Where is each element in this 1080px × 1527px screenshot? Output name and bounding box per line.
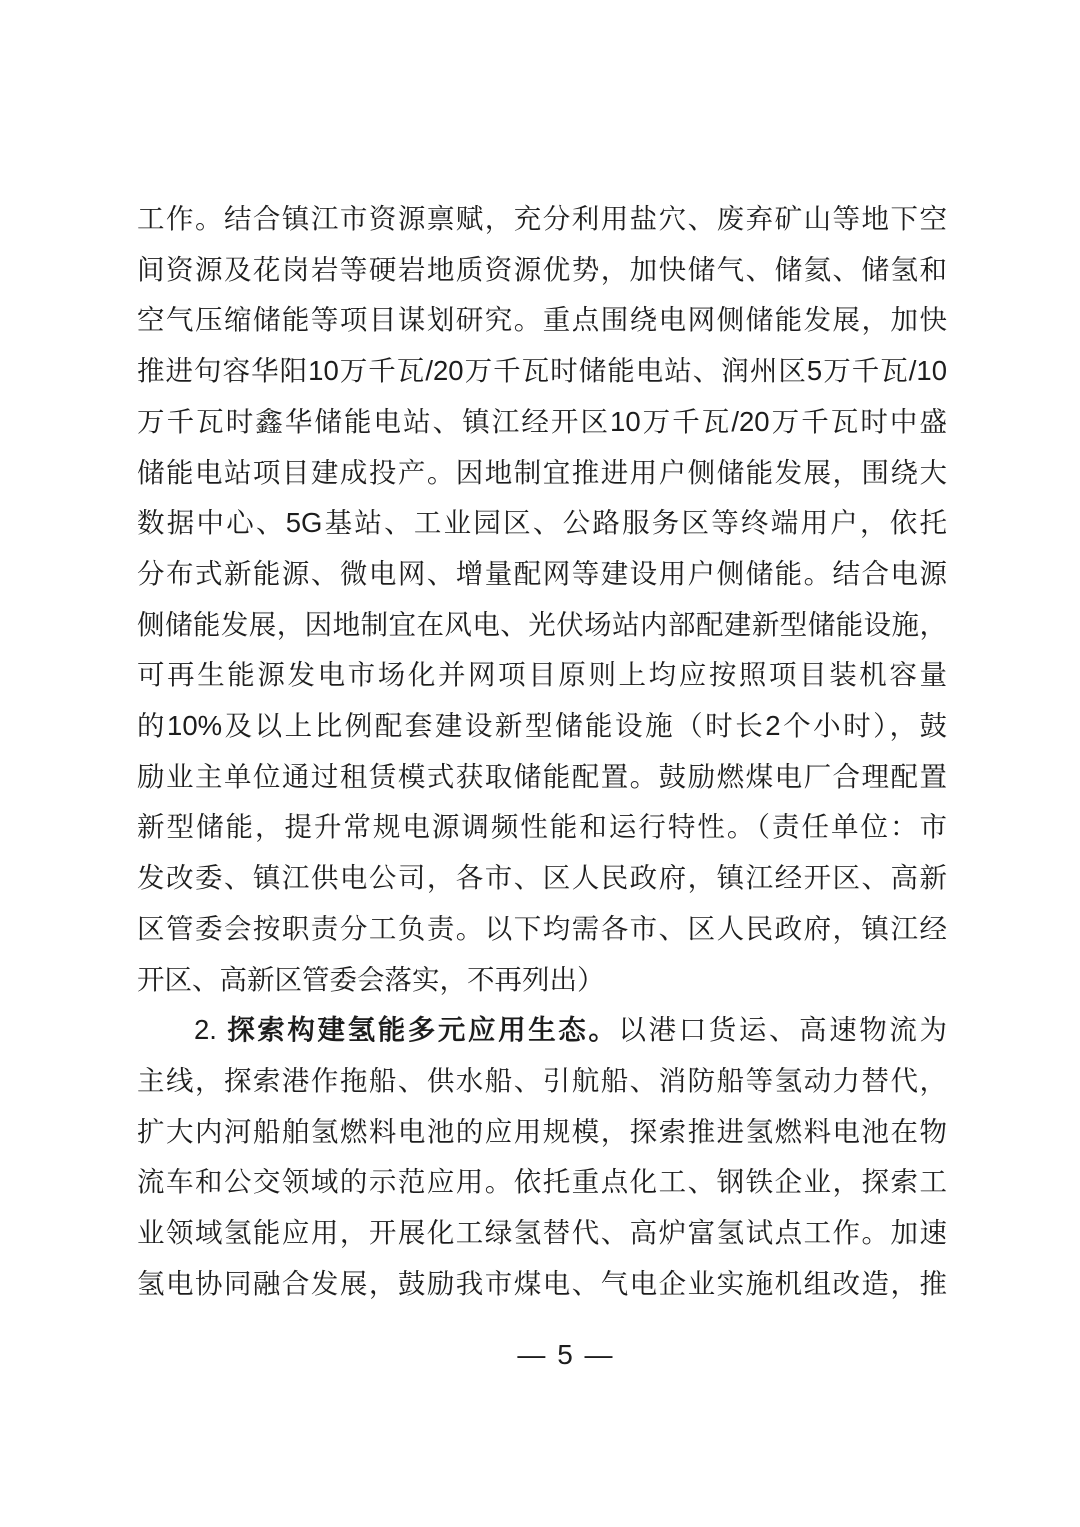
text-line bbox=[137, 701, 947, 752]
text-line bbox=[137, 1157, 947, 1208]
body-text-segment: 开区、高新区管委会落实，不再列出） bbox=[137, 963, 605, 995]
body-text-segment: 主线，探索港作拖船、供水船、引航船、消防船等氢动力替代， bbox=[137, 1064, 947, 1096]
body-text-segment: 发改委、镇江供电公司，各市、区人民政府，镇江经开区、高新 bbox=[137, 862, 947, 894]
text-line bbox=[137, 955, 947, 1006]
text-line bbox=[137, 1259, 947, 1310]
text-line bbox=[137, 904, 947, 955]
body-text-segment: 可再生能源发电市场化并网项目原则上均应按照项目装机容量 bbox=[137, 659, 947, 691]
body-text-segment: 空气压缩储能等项目谋划研究。重点围绕电网侧储能发展，加快 bbox=[137, 304, 947, 336]
body-text-segment: 间资源及花岗岩等硬岩地质资源优势，加快储气、储氦、储氢和 bbox=[137, 253, 947, 285]
text-line bbox=[137, 245, 947, 296]
text-line bbox=[137, 1107, 947, 1158]
text-line bbox=[137, 346, 947, 397]
bold-heading-text: 探索构建氢能多元应用生态。 bbox=[227, 1014, 619, 1046]
text-line bbox=[137, 600, 947, 651]
page-number: — 5 — bbox=[517, 1339, 615, 1370]
text-line bbox=[137, 802, 947, 853]
body-text-segment: 侧储能发展，因地制宜在风电、光伏场站内部配建新型储能设施， bbox=[137, 608, 947, 640]
text-line bbox=[137, 549, 947, 600]
text-line bbox=[137, 1056, 947, 1107]
text-line bbox=[137, 397, 947, 448]
body-text-segment: 工作。结合镇江市资源禀赋，充分利用盐穴、废弃矿山等地下空 bbox=[137, 203, 947, 234]
body-text-segment: 区管委会按职责分工负责。以下均需各市、区人民政府，镇江经 bbox=[137, 912, 947, 944]
text-line bbox=[137, 194, 947, 245]
body-text-segment: 励业主单位通过租赁模式获取储能配置。鼓励燃煤电厂合理配置 bbox=[137, 760, 947, 792]
page-footer bbox=[137, 1330, 947, 1380]
body-text-segment: 业领域氢能应用，开展化工绿氢替代、高炉富氢试点工作。加速 bbox=[137, 1217, 947, 1249]
text-line bbox=[137, 295, 947, 346]
body-text-segment: 以港口货运、高速物流为 bbox=[618, 1014, 948, 1046]
body-text-segment: 储能电站项目建成投产。因地制宜推进用户侧储能发展，围绕大 bbox=[137, 456, 947, 488]
body-text-segment: 数据中心、5G基站、工业园区、公路服务区等终端用户，依托 bbox=[137, 507, 947, 539]
body-text-segment: 2. bbox=[194, 1014, 228, 1046]
text-line bbox=[137, 1005, 947, 1056]
text-line bbox=[137, 448, 947, 499]
body-text-segment: 氢电协同融合发展，鼓励我市煤电、气电企业实施机组改造，推 bbox=[137, 1267, 947, 1299]
body-text-segment: 的10%及以上比例配套建设新型储能设施（时长2个小时），鼓 bbox=[137, 710, 947, 742]
body-text-segment: 扩大内河船舶氢燃料电池的应用规模，探索推进氢燃料电池在物 bbox=[137, 1115, 947, 1147]
body-text-segment: 分布式新能源、微电网、增量配网等建设用户侧储能。结合电源 bbox=[137, 557, 947, 589]
body-text bbox=[137, 194, 947, 1309]
body-text-segment: 推进句容华阳10万千瓦/20万千瓦时储能电站、润州区5万千瓦/10 bbox=[137, 355, 947, 387]
text-line bbox=[137, 498, 947, 549]
body-text-segment: 万千瓦时鑫华储能电站、镇江经开区10万千瓦/20万千瓦时中盛 bbox=[137, 405, 947, 437]
text-line bbox=[137, 1208, 947, 1259]
text-line bbox=[137, 853, 947, 904]
text-line bbox=[137, 752, 947, 803]
body-text-segment: 流车和公交领域的示范应用。依托重点化工、钢铁企业，探索工 bbox=[137, 1166, 947, 1198]
text-line bbox=[137, 650, 947, 701]
body-text-segment: 新型储能，提升常规电源调频性能和运行特性。（责任单位：市 bbox=[137, 811, 947, 843]
